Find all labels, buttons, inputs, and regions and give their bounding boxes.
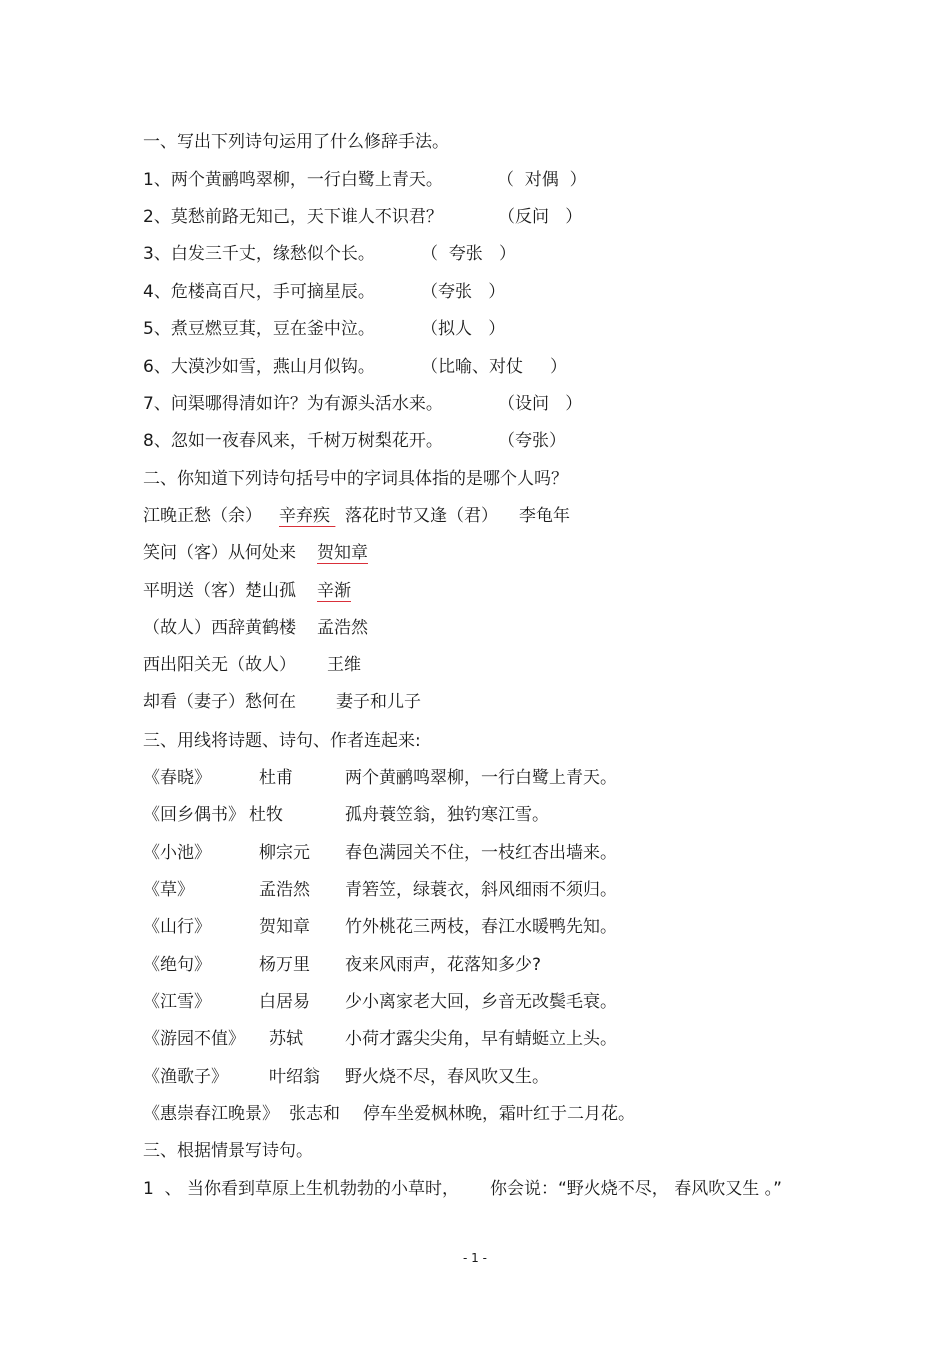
poem-verse: 春色满园关不住，一枝红杏出墙来。 (345, 843, 617, 863)
poem-author: 苏轼 (269, 1029, 303, 1049)
poem-line: 落花时节又逢（君） (345, 506, 498, 526)
poem-verse: 两个黄鹂鸣翠柳，一行白鹭上青天。 (345, 768, 617, 788)
person-answer: 辛渐 (317, 581, 351, 601)
section2-row-1 (143, 504, 570, 528)
poem-title: 《小池》 (143, 843, 211, 863)
section1-item-7 (143, 392, 583, 416)
poem-title: 《草》 (143, 880, 194, 900)
person-answer: 妻子和儿子 (336, 692, 421, 712)
section1-item-8 (143, 429, 566, 453)
poem-verse: 青箬笠，绿蓑衣，斜风细雨不须归。 (345, 880, 617, 900)
poem-line: 笑问（客）从何处来 (143, 543, 296, 563)
page-number: - 1 - (463, 1251, 487, 1265)
poem-line: 平明送（客）楚山孤 (143, 581, 296, 601)
item-text: 8、忽如一夜春风来，千树万树梨花开。 (143, 431, 443, 451)
poem-title: 《江雪》 (143, 992, 211, 1012)
poem-verse: 停车坐爱枫林晚，霜叶红于二月花。 (363, 1104, 635, 1124)
poem-author: 叶绍翁 (269, 1067, 320, 1087)
poem-line: 却看（妻子）愁何在 (143, 692, 296, 712)
section2-title: 二、你知道下列诗句括号中的字词具体指的是哪个人吗？ (143, 469, 568, 489)
section2-row-4 (143, 616, 368, 640)
section3-row-2 (143, 803, 549, 827)
section1-item-4 (143, 280, 506, 304)
section2-row-3 (143, 579, 351, 603)
scenario-prompt: 1 、 当你看到草原上生机勃勃的小草时， (143, 1179, 460, 1199)
poem-verse: 野火烧不尽，春风吹又生。 (345, 1067, 549, 1087)
section1-item-5 (143, 317, 506, 341)
section1-title: 一、写出下列诗句运用了什么修辞手法。 (143, 132, 449, 152)
poem-verse: 竹外桃花三两枝，春江水暖鸭先知。 (345, 917, 617, 937)
item-answer: （比喻、对仗 ） (421, 357, 568, 377)
person-answer: 辛弃疾 (279, 506, 336, 526)
section1-item-6 (143, 355, 568, 379)
item-text: 5、煮豆燃豆萁，豆在釜中泣。 (143, 319, 375, 339)
person-answer: 李龟年 (519, 506, 570, 526)
poem-title: 《渔歌子》 (143, 1067, 228, 1087)
section3-row-7 (143, 990, 617, 1014)
section3-row-4 (143, 878, 617, 902)
person-answer: 王维 (327, 655, 361, 675)
poem-title: 《绝句》 (143, 955, 211, 975)
poem-title: 《春晓》 (143, 768, 211, 788)
item-answer: （夸张） (498, 431, 566, 451)
poem-title: 《游园不值》 (143, 1029, 245, 1049)
section3-row-1 (143, 766, 617, 790)
poem-author: 张志和 (289, 1104, 340, 1124)
item-answer: （ 夸张 ） (421, 244, 517, 264)
poem-verse: 夜来风雨声，花落知多少? (345, 955, 542, 975)
poem-author: 贺知章 (259, 917, 310, 937)
section1-item-1 (143, 168, 587, 192)
poem-verse: 小荷才露尖尖角，早有蜻蜓立上头。 (345, 1029, 617, 1049)
poem-author: 孟浩然 (259, 880, 310, 900)
poem-line: 江晚正愁（余） (143, 506, 262, 526)
poem-author: 杨万里 (259, 955, 310, 975)
poem-author: 杜牧 (249, 805, 283, 825)
item-answer: （设问 ） (498, 394, 583, 414)
item-text: 4、危楼高百尺，手可摘星辰。 (143, 282, 375, 302)
item-answer: （ 对偶 ） (497, 170, 587, 190)
poem-title: 《山行》 (143, 917, 211, 937)
poem-author: 白居易 (259, 992, 310, 1012)
section3-row-10 (143, 1102, 635, 1126)
section3-title: 三、用线将诗题、诗句、作者连起来: (143, 731, 421, 751)
item-answer: （反问 ） (498, 207, 583, 227)
section2-row-6 (143, 690, 421, 714)
section2-row-2 (143, 541, 368, 565)
section3-row-3 (143, 841, 617, 865)
poem-verse: 少小离家老大回，乡音无改鬓毛衰。 (345, 992, 617, 1012)
scenario-answer: 你会说：“野火烧不尽， 春风吹又生 。” (490, 1179, 782, 1199)
poem-author: 杜甫 (259, 768, 293, 788)
section3-row-8 (143, 1027, 617, 1051)
section4-item-1 (143, 1177, 782, 1201)
item-text: 1、两个黄鹂鸣翠柳，一行白鹭上青天。 (143, 170, 443, 190)
poem-title: 《惠崇春江晚景》 (143, 1104, 279, 1124)
poem-line: （故人）西辞黄鹤楼 (143, 618, 296, 638)
section1-item-2 (143, 205, 583, 229)
section2-row-5 (143, 653, 361, 677)
item-answer: （夸张 ） (421, 282, 506, 302)
person-answer: 孟浩然 (317, 618, 368, 638)
section3-row-5 (143, 915, 617, 939)
section3-row-9 (143, 1065, 549, 1089)
item-answer: （拟人 ） (421, 319, 506, 339)
person-answer: 贺知章 (317, 543, 368, 563)
section4-title: 三、根据情景写诗句。 (143, 1141, 313, 1161)
item-text: 6、大漠沙如雪，燕山月似钩。 (143, 357, 375, 377)
section3-row-6 (143, 953, 542, 977)
item-text: 3、白发三千丈，缘愁似个长。 (143, 244, 375, 264)
poem-title: 《回乡偶书》 (143, 805, 245, 825)
poem-author: 柳宗元 (259, 843, 310, 863)
poem-verse: 孤舟蓑笠翁，独钓寒江雪。 (345, 805, 549, 825)
item-text: 2、莫愁前路无知己，天下谁人不识君？ (143, 207, 443, 227)
section1-item-3 (143, 242, 517, 266)
poem-line: 西出阳关无（故人） (143, 655, 296, 675)
item-text: 7、问渠哪得清如许？为有源头活水来。 (143, 394, 443, 414)
